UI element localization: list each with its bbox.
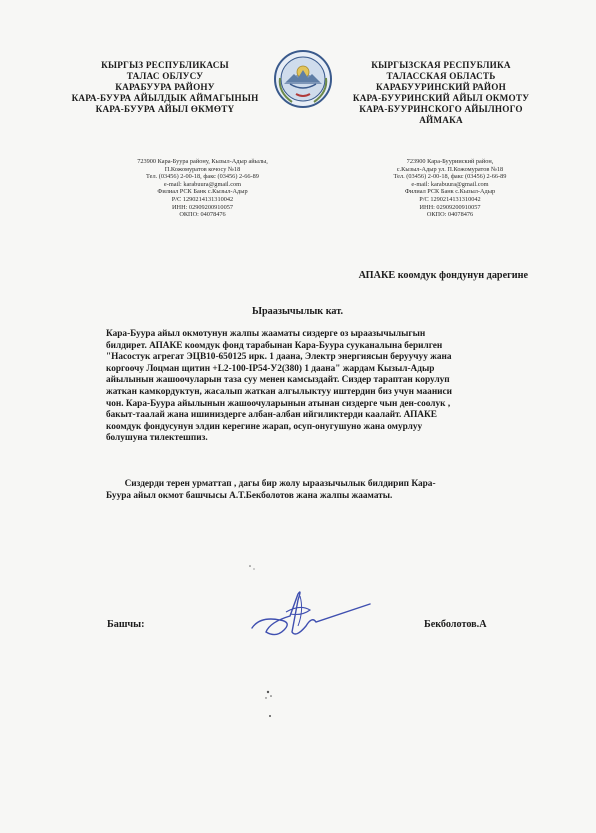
body-line: чон. Кара-Буура айылынын жашоочуларынын атынан сиздерге чын ден-соолук , [106,398,451,409]
header-line: КАРАБУУРИНСКИЙ РАЙОН [376,82,506,92]
body-line: коргоочу Лоцман щитин +L2-100-IP54-У2(380) 1 даана" жардам Кызыл-Адыр [106,363,435,374]
contact-line: ОКПО: 04078476 [426,211,474,219]
contact-line: ОКПО: 04078476 [179,211,226,219]
body-line: коомдук фондусунун элдин керегине жарап, осуп-онугушуно жана омурлуу [106,421,423,432]
header-line: КЫРГЫЗСКАЯ РЕСПУБЛИКА [371,60,511,70]
handwritten-signature [240,586,380,646]
addressee: АПАКЕ коомдук фондунун дарегине [358,270,528,281]
body-line: болушуна тилектешпиз. [106,433,208,444]
header-line: КАРА-БУУРИНСКОГО АЙЫЛНОГО [359,104,523,114]
body-paragraph-2 [106,479,516,502]
body-line: билдирет. АПАКЕ коомдук фонд тарабынан Кара-Буура сууканалына берилген [106,340,443,351]
header-line: КЫРГЫЗ РЕСПУБЛИКАСЫ [101,60,229,70]
header-russian [346,60,536,126]
contact-line: Филиал РСК Банк с.Кызыл-Адыр [157,188,248,196]
body-line: Кара-Буура айыл окмотунун жалпы жааматы сиздерге оз ыраазычылыгын [106,329,426,339]
body-line: Сиздерди терен урматтап , дагы бир жолу ыраазычылык билдирип Кара- [106,479,436,489]
body-line: "Насостук агрегат ЭЦВ10-650125 ирк. 1 даана, Электр энергиясын беруучуу жана [106,352,452,363]
contact-line: ИНН: 02909200910057 [419,203,481,211]
contact-line: Филиал РСК Банк с.Кызыл-Адыр [404,188,496,196]
contact-line: П.Кожомуратов кочосу №18 [164,165,241,173]
contact-line: ИНН: 02909200910057 [171,203,234,211]
contact-block-russian [360,158,540,219]
header-line: АЙМАКА [419,115,463,125]
header-line: ТАЛАС ОБЛУСУ [126,71,204,81]
contact-line: с.Кызыл-Адыр ул. П.Кожомуратов №18 [396,165,504,173]
body-paragraph-1 [106,329,516,445]
body-line: бакыт-таалай жана ишиниздерге албан-албан ийгиликтерди каалайт. АПАКЕ [106,410,437,421]
body-line: айылынын жашоочуларын таза суу менен камсыздайт. Сиздер тарaптан корулуп [106,375,450,386]
signatory-name: Бекболотов.А [424,619,487,630]
contact-line: e-mail: karabuura@gmail.com [163,180,242,188]
contact-line: Тел. (03456) 2-00-18, факс (03456) 2-66-89 [393,173,507,181]
state-emblem-icon [272,48,334,110]
header-line: КАРА-БУУРИНСКИЙ АЙЫЛ ОКМОТУ [352,93,530,103]
header-line: КАРА-БУУРА АЙЫЛ ӨКМӨТҮ [95,104,235,114]
contact-line: 723900 Кара-Буурииский район, [406,158,494,165]
header-line: ТАЛАССКАЯ ОБЛАСТЬ [386,71,496,81]
contact-line: Тел. (03456) 2-00-18, факс (03456) 2-66-89 [146,173,259,181]
contact-line: Р/С 1290214131310042 [419,195,481,203]
header-line: КАРА-БУУРА АЙЫЛДЫК АЙМАГЫНЫН [71,93,259,103]
signature-label: Башчы: [107,619,145,630]
body-line: Буура айыл окмот башчысы А.Т.Бекболотов жана жалпы жааматы. [106,490,393,501]
contact-line: e-mail: karabuura@gmail.com [411,180,489,188]
contact-block-kyrgyz [110,158,295,219]
letter-title: Ыраазычылык кат. [252,306,344,317]
contact-line: 723900 Кара-Буура району, Кызыл-Адыр айылы, [137,158,268,165]
header-line: КАРАБУУРА РАЙОНУ [115,82,215,92]
contact-line: Р/С 1290214131310042 [171,195,234,203]
body-line: жаткан камкордуктун, жасалып жаткан алгылыктуу иштердин биз учун маaниси [106,386,453,397]
header-kyrgyz [70,60,260,115]
